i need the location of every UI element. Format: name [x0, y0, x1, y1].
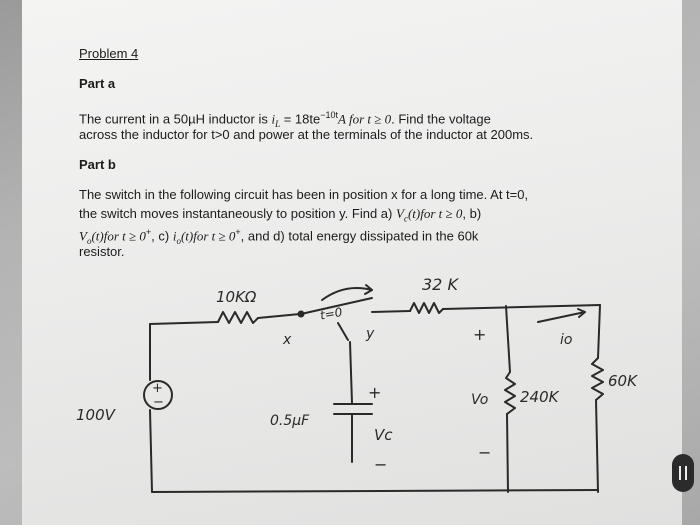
- label-io: io: [560, 332, 573, 348]
- wire-60k-top: [598, 305, 600, 358]
- part-b-text: the switch moves instantaneously to position y. Find a): [79, 206, 396, 221]
- top-right-wire: [443, 305, 600, 309]
- resistor-10k: [218, 312, 258, 323]
- vc-symbol: V: [395, 206, 404, 221]
- part-a-text-end: . Find the voltage: [391, 111, 491, 127]
- wire-240k-top: [506, 306, 510, 372]
- current-exponent: −10t: [320, 110, 339, 120]
- inductor-current-symbol: i: [271, 111, 276, 127]
- part-b-heading: Part b: [79, 157, 116, 172]
- current-equation: = 18te: [280, 111, 321, 127]
- label-x: x: [283, 332, 292, 348]
- label-cap-minus: −: [374, 455, 388, 474]
- label-10k: 10KΩ: [216, 288, 257, 306]
- switch-y-stub: [338, 323, 348, 340]
- part-b-c: , c): [151, 228, 173, 244]
- label-240k: 240K: [520, 388, 559, 406]
- label-vc: Vc: [374, 426, 393, 444]
- bottom-wire: [152, 490, 598, 492]
- label-vo: Vo: [471, 392, 489, 408]
- wire-240k-bottom: [507, 414, 508, 492]
- vo-superscript: +: [145, 227, 152, 237]
- wire-60k-bottom: [596, 400, 598, 492]
- io-symbol: i: [172, 228, 177, 244]
- part-b-text-end: , b): [462, 206, 482, 221]
- vc-condition: (t)for t ≥ 0: [407, 206, 463, 221]
- io-condition: (t)for t ≥ 0: [180, 228, 236, 244]
- resistor-60k: [592, 358, 603, 400]
- grip-line-right: [685, 466, 687, 480]
- part-a-heading: Part a: [79, 76, 116, 91]
- inductor-current-subscript: L: [275, 118, 281, 129]
- wire-y-to-cap: [350, 342, 352, 403]
- part-b-line-1: The switch in the following circuit has been in position x for a long time. At t=0,: [79, 187, 529, 202]
- label-cap: 0.5μF: [270, 413, 310, 429]
- current-unit: A for t ≥ 0: [338, 111, 392, 127]
- resistor-32k: [410, 303, 443, 313]
- problem-title: Problem 4: [79, 46, 139, 61]
- label-source-minus: −: [153, 395, 164, 410]
- wire-to-switch-x: [258, 314, 300, 318]
- left-wire-bottom: [150, 410, 152, 492]
- label-32k: 32 K: [422, 275, 458, 294]
- vo-subscript: o: [86, 235, 92, 246]
- resistor-240k: [505, 372, 515, 414]
- vc-subscript: c: [403, 213, 408, 224]
- label-source-plus: +: [152, 381, 163, 396]
- label-60k: 60K: [608, 372, 637, 390]
- label-100v: 100V: [76, 406, 115, 424]
- part-b-d: , and d) total energy dissipated in the 60k: [240, 228, 479, 244]
- io-superscript: +: [235, 227, 241, 237]
- part-b-line-4: resistor.: [79, 244, 125, 259]
- label-vo-minus: −: [478, 443, 492, 462]
- top-left-wire: [150, 322, 218, 324]
- part-a-text: The current in a 50µH inductor is: [79, 111, 272, 127]
- label-t0: t=0: [318, 304, 344, 323]
- label-cap-plus: +: [368, 383, 382, 402]
- vo-condition: (t)for t ≥ 0: [91, 228, 146, 244]
- scroll-handle[interactable]: [672, 454, 694, 492]
- grip-line-left: [679, 466, 681, 480]
- label-y: y: [366, 326, 375, 342]
- part-a-line-2: across the inductor for t>0 and power at the terminals of the inductor at 200ms.: [79, 127, 534, 142]
- label-plus-top: +: [473, 325, 487, 344]
- vo-symbol: V: [79, 228, 87, 244]
- wire-y-to-32k: [372, 311, 410, 312]
- io-arrow: [538, 312, 585, 322]
- io-subscript: o: [176, 235, 181, 246]
